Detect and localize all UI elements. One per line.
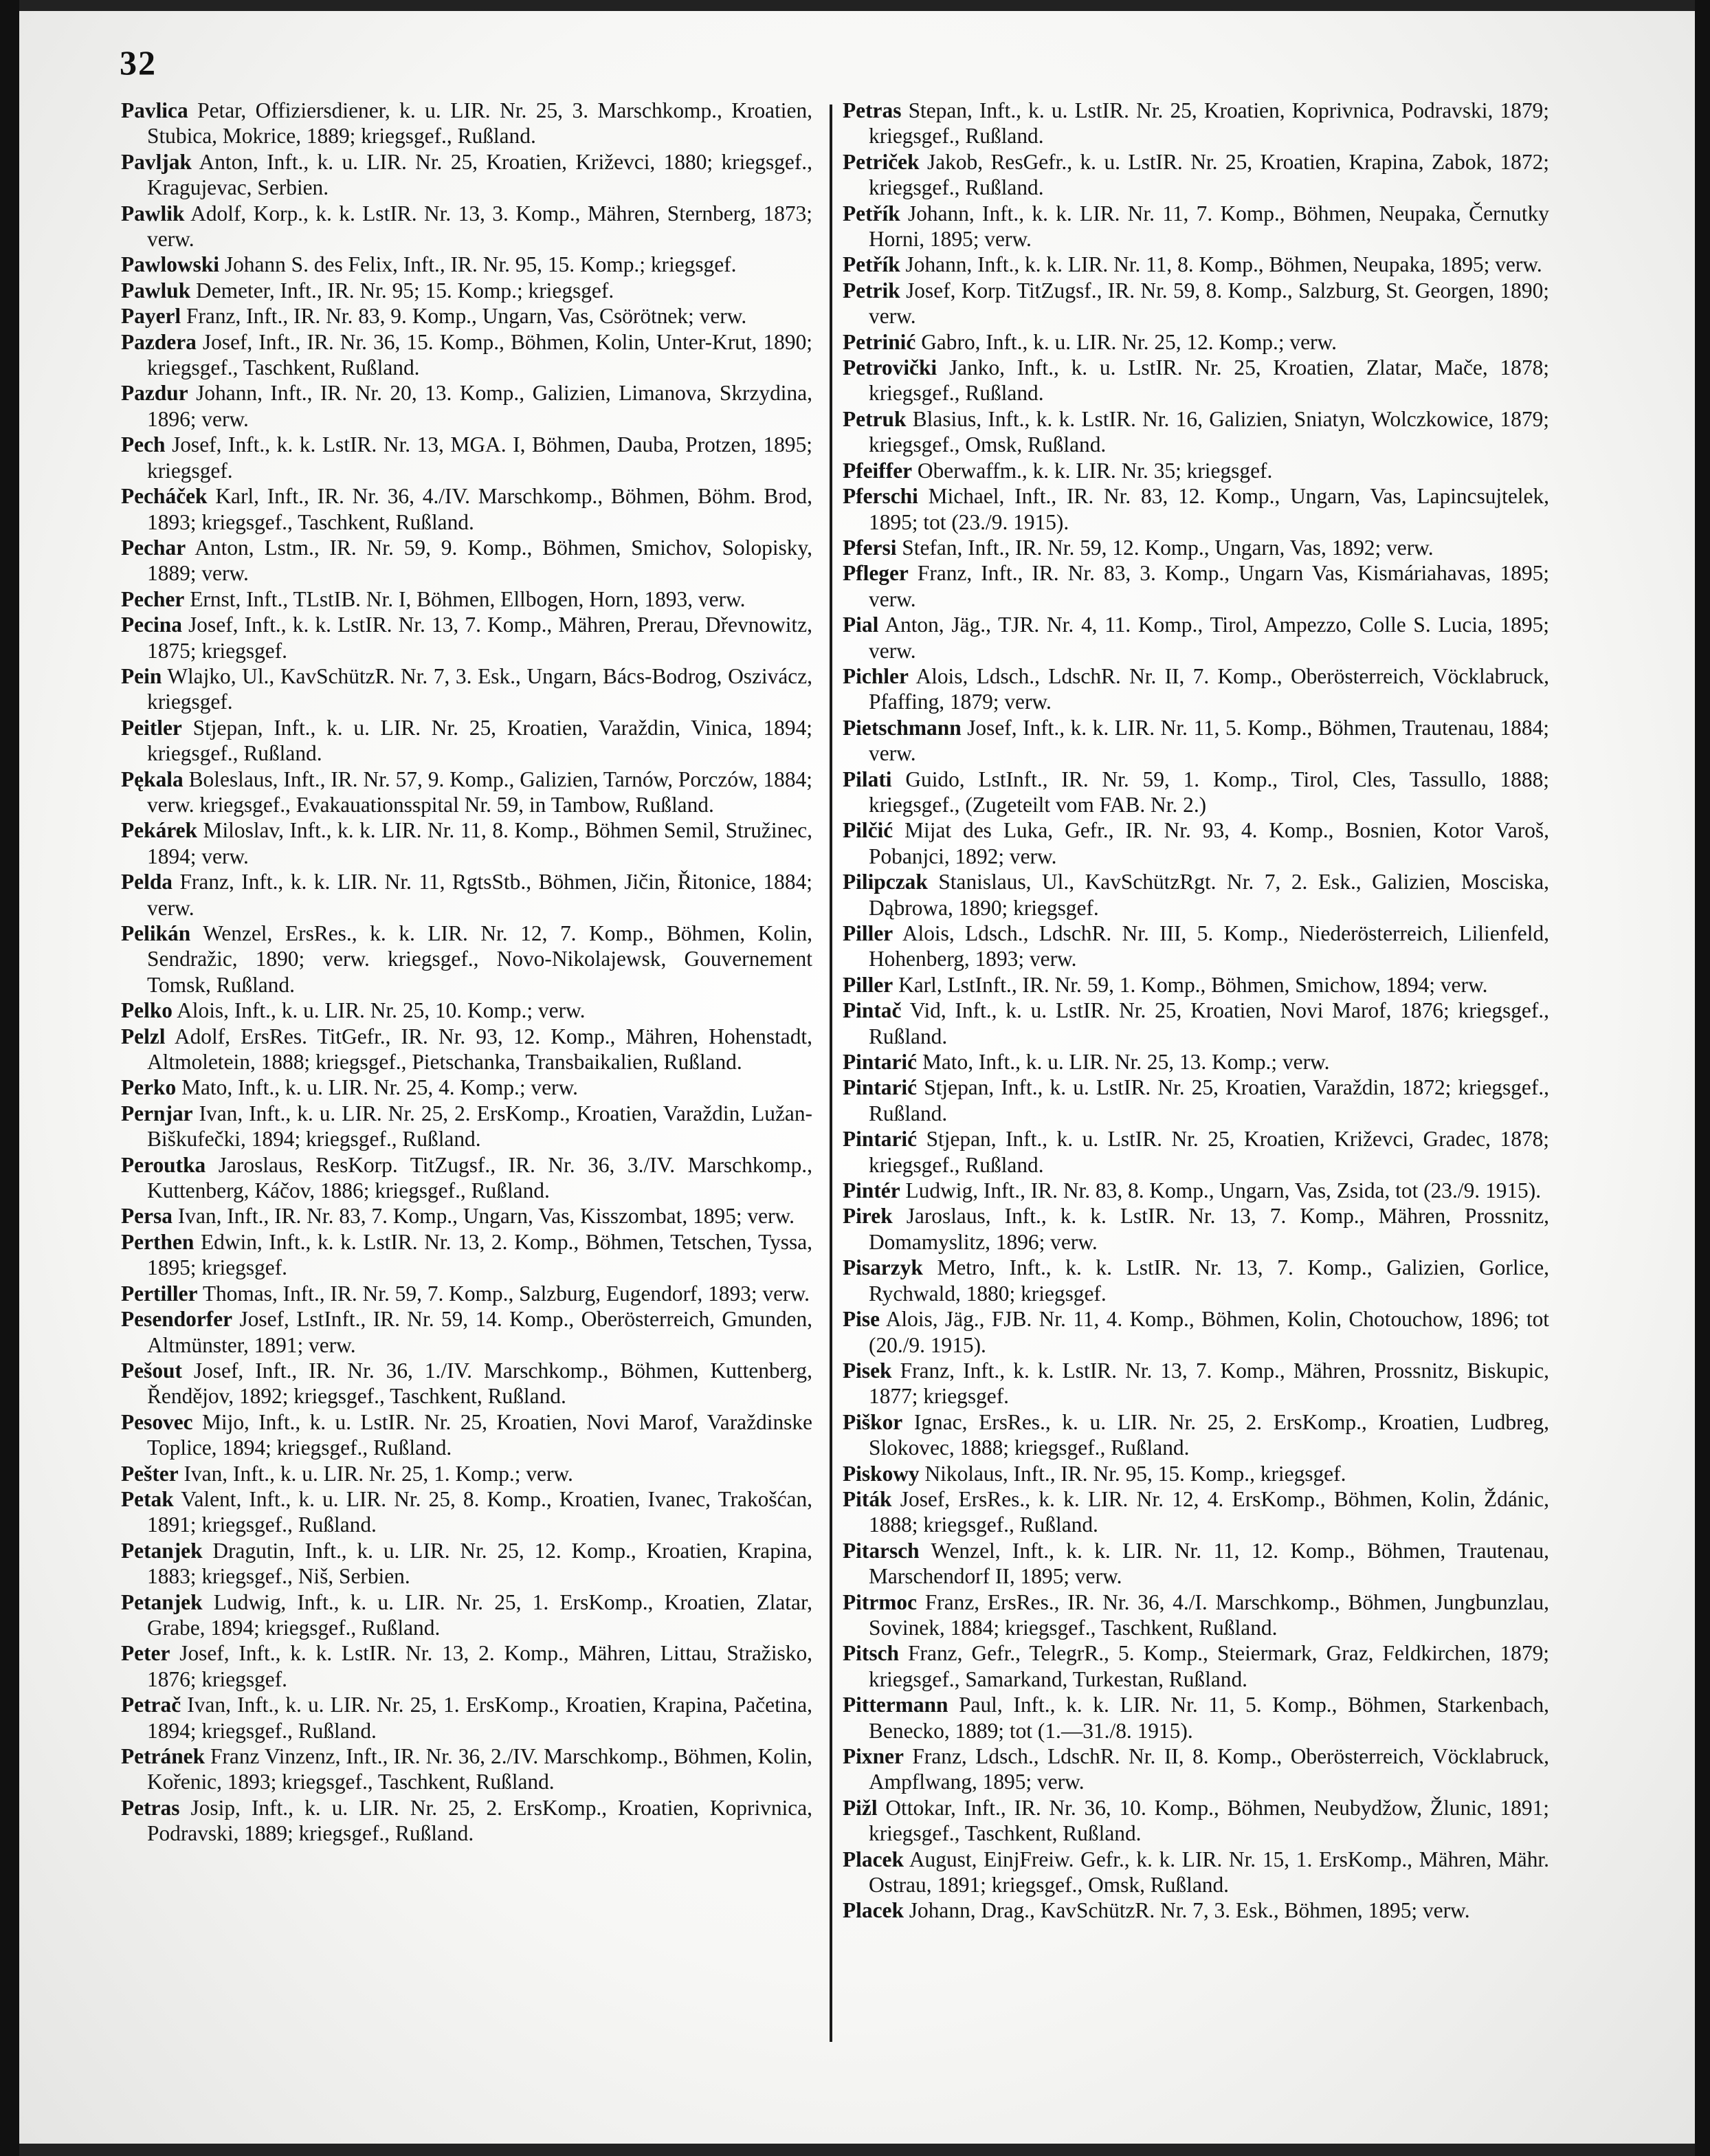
entry-surname: Petrinić [843, 329, 916, 354]
entry-surname: Pintarić [843, 1075, 918, 1100]
entry-surname: Piller [843, 972, 893, 997]
casualty-entry [121, 1538, 812, 1590]
entry-surname: Pazdur [121, 381, 188, 406]
entry-details: Stjepan, Inft., k. u. LstIR. Nr. 25, Kroatien, Varaždin, 1872; kriegsgef., Rußland. [869, 1075, 1549, 1125]
casualty-entry [843, 560, 1549, 612]
entry-surname: Persa [121, 1204, 173, 1229]
casualty-entry [121, 1486, 812, 1538]
casualty-entry [843, 98, 1549, 149]
entry-surname: Piškor [843, 1409, 903, 1434]
entry-surname: Placek [843, 1847, 904, 1871]
entry-surname: Peter [121, 1641, 170, 1666]
entry-surname: Petras [843, 98, 902, 122]
casualty-entry [121, 1281, 812, 1306]
casualty-entry [121, 252, 812, 277]
entry-details: Ignac, ErsRes., k. u. LIR. Nr. 25, 2. ErsKomp., Kroatien, Ludbreg, Slokovec, 1888; kriegsgef., Rußland. [869, 1409, 1549, 1460]
entry-surname: Pintarić [843, 1127, 918, 1152]
casualty-entry [843, 972, 1549, 998]
entry-surname: Pilčić [843, 818, 893, 843]
left-column [121, 98, 812, 2105]
entry-surname: Pelikán [121, 921, 191, 945]
casualty-entry [121, 98, 812, 149]
entry-details: Anton, Lstm., IR. Nr. 59, 9. Komp., Böhmen, Smichov, Solopisky, 1889; verw. [147, 535, 812, 586]
casualty-entry [843, 1358, 1549, 1409]
entry-surname: Pein [121, 663, 162, 688]
entry-details: Mato, Inft., k. u. LIR. Nr. 25, 4. Komp.; verw. [181, 1075, 578, 1100]
casualty-entry [843, 1847, 1549, 1898]
entry-surname: Petruk [843, 406, 907, 431]
entry-details: Thomas, Inft., IR. Nr. 59, 7. Komp., Salzburg, Eugendorf, 1893; verw. [202, 1281, 810, 1306]
entry-surname: Petřík [843, 201, 900, 226]
entry-surname: Petrovički [843, 355, 937, 380]
entry-details: Ivan, Inft., k. u. LIR. Nr. 25, 2. ErsKomp., Kroatien, Varaždin, Lužan-Biškufečki, 1894; kriegsgef., Rußland. [147, 1101, 812, 1152]
entry-surname: Peitler [121, 715, 182, 740]
entry-details: Vid, Inft., k. u. LstIR. Nr. 25, Kroatien, Novi Marof, 1876; kriegsgef., Rußland. [869, 998, 1549, 1048]
entry-surname: Petanjek [121, 1538, 203, 1563]
page-number: 32 [120, 43, 157, 82]
entry-details: Mijo, Inft., k. u. LstIR. Nr. 25, Kroatien, Novi Marof, Varaždinske Toplice, 1894; kriegsgef., Rußland. [147, 1409, 812, 1460]
entry-surname: Perko [121, 1075, 177, 1100]
casualty-entry [843, 1486, 1549, 1538]
casualty-entry [843, 998, 1549, 1049]
casualty-entry [121, 380, 812, 432]
casualty-entry [843, 663, 1549, 715]
casualty-entry [843, 329, 1549, 355]
casualty-entry [843, 1075, 1549, 1126]
entry-surname: Pilipczak [843, 870, 928, 894]
entry-surname: Pietschmann [843, 715, 962, 740]
entry-surname: Petriček [843, 149, 920, 174]
entry-details: Petar, Offiziersdiener, k. u. LIR. Nr. 25, 3. Marschkomp., Kroatien, Stubica, Mokrice, 1889; kriegsgef., Rußland. [147, 98, 812, 148]
casualty-entry [121, 1640, 812, 1692]
entry-details: Ludwig, Inft., k. u. LIR. Nr. 25, 1. ErsKomp., Kroatien, Zlatar, Grabe, 1894; kriegsgef., Rußland. [147, 1590, 812, 1640]
casualty-entry [843, 1409, 1549, 1461]
casualty-entry [121, 1358, 812, 1409]
casualty-entry [121, 1306, 812, 1358]
entry-surname: Pise [843, 1307, 880, 1332]
casualty-entry [121, 663, 812, 715]
casualty-entry [843, 1255, 1549, 1306]
entry-surname: Pfleger [843, 561, 909, 586]
entry-details: Ernst, Inft., TLstIB. Nr. I, Böhmen, Ellbogen, Horn, 1893, verw. [190, 586, 746, 611]
entry-surname: Petanjek [121, 1590, 203, 1614]
casualty-entry [121, 303, 812, 329]
entry-surname: Piskowy [843, 1461, 920, 1486]
entry-surname: Pferschi [843, 484, 918, 509]
entry-surname: Petrik [843, 278, 900, 302]
entry-details: Johann, Inft., k. k. LIR. Nr. 11, 7. Komp., Böhmen, Neupaka, Černutky Horni, 1895; verw. [869, 201, 1549, 252]
entry-details: Franz Vinzenz, Inft., IR. Nr. 36, 2./IV. Marschkomp., Böhmen, Kolin, Kořenic, 1893; kriegsgef., Taschkent, Rußland. [147, 1744, 812, 1794]
entry-details: Mijat des Luka, Gefr., IR. Nr. 93, 4. Komp., Bosnien, Kotor Varoš, Pobanjci, 1892; verw. [869, 818, 1549, 868]
entry-details: Josef, Inft., k. k. LstIR. Nr. 13, 7. Komp., Mähren, Prerau, Dřevnowitz, 1875; kriegsgef. [147, 613, 812, 663]
casualty-entry [121, 1203, 812, 1229]
casualty-entry [121, 329, 812, 381]
casualty-entry [843, 1744, 1549, 1795]
entry-surname: Pelko [121, 998, 173, 1023]
casualty-entry [121, 1744, 812, 1795]
casualty-entry [121, 201, 812, 252]
entry-surname: Pech [121, 432, 166, 457]
casualty-entry [843, 1538, 1549, 1590]
entry-surname: Payerl [121, 304, 181, 329]
scan-edge-top [0, 0, 1710, 11]
casualty-entry [121, 483, 812, 535]
casualty-entry [121, 1409, 812, 1461]
casualty-entry [843, 817, 1549, 869]
entry-details: Franz, Gefr., TelegrR., 5. Komp., Steiermark, Graz, Feldkirchen, 1879; kriegsgef., Samarkand, Turkestan, Rußland. [869, 1641, 1549, 1691]
casualty-entry [843, 1178, 1549, 1203]
casualty-entry [843, 1590, 1549, 1641]
entry-details: Josef, LstInft., IR. Nr. 59, 14. Komp., Oberösterreich, Gmunden, Altmünster, 1891; verw. [147, 1307, 812, 1357]
entry-surname: Piták [843, 1486, 892, 1511]
entry-details: Stepan, Inft., k. u. LstIR. Nr. 25, Kroatien, Koprivnica, Podravski, 1879; kriegsgef., Rußland. [869, 98, 1549, 148]
casualty-entry [121, 869, 812, 921]
entry-surname: Pelzl [121, 1024, 166, 1048]
entry-surname: Pawlowski [121, 252, 220, 277]
casualty-entry [121, 817, 812, 869]
entry-details: Josef, Inft., k. k. LstIR. Nr. 13, 2. Komp., Mähren, Littau, Stražisko, 1876; kriegsgef. [147, 1641, 812, 1691]
entry-details: Wenzel, Inft., k. k. LIR. Nr. 11, 12. Komp., Böhmen, Trautenau, Marschendorf II, 1895; verw. [869, 1538, 1549, 1589]
entry-details: Dragutin, Inft., k. u. LIR. Nr. 25, 12. Komp., Kroatien, Krapina, 1883; kriegsgef., Niš, Serbien. [147, 1538, 812, 1589]
entry-surname: Pešout [121, 1358, 182, 1383]
entry-details: Josef, Korp. TitZugsf., IR. Nr. 59, 8. Komp., Salzburg, St. Georgen, 1890; verw. [869, 278, 1549, 329]
entry-surname: Petras [121, 1795, 180, 1820]
casualty-entry [121, 1024, 812, 1075]
entry-details: Wlajko, Ul., KavSchützR. Nr. 7, 3. Esk., Ungarn, Bács-Bodrog, Oszivácz, kriegsgef. [147, 663, 812, 714]
casualty-entry [843, 1203, 1549, 1255]
entry-surname: Pawluk [121, 278, 191, 302]
entry-details: Paul, Inft., k. k. LIR. Nr. 11, 5. Komp., Böhmen, Starkenbach, Benecko, 1889; tot (1.—31./8. 1915). [869, 1693, 1549, 1743]
entry-surname: Petak [121, 1486, 174, 1511]
casualty-entry [843, 612, 1549, 663]
entry-surname: Pisek [843, 1358, 892, 1383]
entry-details: Johann, Drag., KavSchützR. Nr. 7, 3. Esk., Böhmen, 1895; verw. [909, 1898, 1470, 1923]
casualty-entry [121, 998, 812, 1023]
entry-surname: Pecháček [121, 484, 208, 509]
casualty-entry [843, 1795, 1549, 1847]
entry-surname: Pfeiffer [843, 458, 913, 483]
casualty-entry [121, 535, 812, 586]
entry-surname: Petrač [121, 1693, 181, 1717]
entry-surname: Peroutka [121, 1152, 206, 1177]
entry-details: Josef, Inft., IR. Nr. 36, 15. Komp., Böhmen, Kolin, Unter-Krut, 1890; kriegsgef., Taschkent, Rußland. [147, 329, 812, 380]
entry-details: Jaroslaus, Inft., k. k. LstIR. Nr. 13, 7. Komp., Mähren, Prossnitz, Domamyslitz, 1896; verw. [869, 1204, 1549, 1254]
entry-details: Karl, Inft., IR. Nr. 36, 4./IV. Marschkomp., Böhmen, Böhm. Brod, 1893; kriegsgef., Taschkent, Rußland. [147, 484, 812, 534]
entry-details: Blasius, Inft., k. k. LstIR. Nr. 16, Galizien, Sniatyn, Wolczkowice, 1879; kriegsgef., Omsk, Rußland. [869, 406, 1549, 457]
entry-surname: Petránek [121, 1744, 206, 1768]
entry-surname: Pękala [121, 767, 184, 791]
entry-surname: Pawlik [121, 201, 185, 226]
entry-details: Oberwaffm., k. k. LIR. Nr. 35; kriegsgef. [917, 458, 1273, 483]
casualty-entry [843, 149, 1549, 201]
casualty-entry [843, 921, 1549, 972]
entry-details: Anton, Jäg., TJR. Nr. 4, 11. Komp., Tirol, Ampezzo, Colle S. Lucia, 1895; verw. [869, 613, 1549, 663]
entry-details: Ivan, Inft., IR. Nr. 83, 7. Komp., Ungarn, Vas, Kisszombat, 1895; verw. [177, 1204, 795, 1229]
casualty-entry [121, 149, 812, 201]
entry-surname: Pixner [843, 1744, 904, 1768]
casualty-entry [121, 715, 812, 767]
casualty-entry [121, 1795, 812, 1847]
entry-surname: Pintér [843, 1178, 900, 1203]
casualty-entry [843, 1306, 1549, 1358]
entry-details: Adolf, ErsRes. TitGefr., IR. Nr. 93, 12. Komp., Mähren, Hohenstadt, Altmoletein, 1888; kriegsgef., Pietschanka, Transbaikalien, Rußland. [147, 1024, 812, 1075]
entry-surname: Placek [843, 1898, 904, 1923]
casualty-entry [121, 921, 812, 998]
casualty-entry [843, 406, 1549, 458]
casualty-entry [121, 1229, 812, 1281]
entry-details: Mato, Inft., k. u. LIR. Nr. 25, 13. Komp.; verw. [922, 1050, 1330, 1075]
casualty-entry [843, 201, 1549, 252]
casualty-entry [121, 767, 812, 818]
casualty-entry [121, 1590, 812, 1641]
entry-details: Josef, Inft., k. k. LstIR. Nr. 13, MGA. I, Böhmen, Dauba, Protzen, 1895; kriegsgef. [147, 432, 812, 483]
entry-surname: Pintarić [843, 1050, 918, 1075]
entry-surname: Pernjar [121, 1101, 193, 1125]
casualty-entry [843, 1898, 1549, 1923]
entry-details: Stanislaus, Ul., KavSchützRgt. Nr. 7, 2. Esk., Galizien, Mosciska, Dąbrowa, 1890; kriegsgef. [869, 870, 1549, 920]
entry-details: Stjepan, Inft., k. u. LstIR. Nr. 25, Kroatien, Križevci, Gradec, 1878; kriegsgef., Rußland. [869, 1127, 1549, 1177]
casualty-entry [121, 1152, 812, 1204]
entry-details: Franz, Ldsch., LdschR. Nr. II, 8. Komp., Oberösterreich, Vöcklabruck, Ampflwang, 1895; verw. [869, 1744, 1549, 1794]
entry-details: Johann, Inft., k. k. LIR. Nr. 11, 8. Komp., Böhmen, Neupaka, 1895; verw. [905, 252, 1542, 277]
entry-surname: Pazdera [121, 329, 197, 354]
casualty-entry [843, 1126, 1549, 1178]
column-divider [830, 104, 832, 2042]
entry-details: Johann, Inft., IR. Nr. 20, 13. Komp., Galizien, Limanova, Skrzydina, 1896; verw. [147, 381, 812, 431]
casualty-entry [843, 535, 1549, 560]
entry-details: Michael, Inft., IR. Nr. 83, 12. Komp., Ungarn, Vas, Lapincsujtelek, 1895; tot (23./9. 1915). [869, 484, 1549, 534]
casualty-entry [843, 483, 1549, 535]
casualty-entry [121, 612, 812, 663]
entry-details: Franz, Inft., k. k. LstIR. Nr. 13, 7. Komp., Mähren, Prossnitz, Biskupic, 1877; kriegsgef. [869, 1358, 1549, 1409]
casualty-entry [121, 1075, 812, 1100]
entry-surname: Pechar [121, 535, 186, 560]
entry-details: Alois, Jäg., FJB. Nr. 11, 4. Komp., Böhmen, Kolin, Chotouchow, 1896; tot (20./9. 1915). [869, 1307, 1549, 1357]
entry-details: Josef, Inft., IR. Nr. 36, 1./IV. Marschkomp., Böhmen, Kuttenberg, Řendějov, 1892; kriegsgef., Taschkent, Rußland. [147, 1358, 812, 1409]
casualty-entry [843, 1692, 1549, 1744]
casualty-entry [843, 252, 1549, 277]
entry-details: Guido, LstInft., IR. Nr. 59, 1. Komp., Tirol, Cles, Tassullo, 1888; kriegsgef., (Zugeteilt vom FAB. Nr. 2.) [869, 767, 1549, 817]
entry-surname: Pesendorfer [121, 1307, 233, 1332]
scan-edge-right [1695, 0, 1710, 2156]
entry-details: Alois, Ldsch., LdschR. Nr. II, 7. Komp., Oberösterreich, Vöcklabruck, Pfaffing, 1879; verw. [869, 663, 1549, 714]
right-column [843, 98, 1549, 2105]
entry-details: Miloslav, Inft., k. k. LIR. Nr. 11, 8. Komp., Böhmen Semil, Stružinec, 1894; verw. [147, 818, 812, 868]
casualty-entry [121, 432, 812, 483]
entry-details: Jakob, ResGefr., k. u. LstIR. Nr. 25, Kroatien, Krapina, Zabok, 1872; kriegsgef., Rußland. [869, 149, 1549, 200]
entry-surname: Pižl [843, 1795, 878, 1820]
casualty-entry [121, 1101, 812, 1152]
casualty-entry [843, 715, 1549, 767]
entry-details: Anton, Inft., k. u. LIR. Nr. 25, Kroatien, Križevci, 1880; kriegsgef., Kragujevac, Serbien. [147, 149, 812, 200]
casualty-entry [843, 458, 1549, 483]
entry-surname: Pitsch [843, 1641, 899, 1666]
entry-surname: Pelda [121, 870, 173, 894]
entry-surname: Pavlica [121, 98, 188, 122]
casualty-entry [121, 1692, 812, 1744]
casualty-entry [843, 1461, 1549, 1486]
entry-surname: Pitrmoc [843, 1590, 918, 1614]
entry-surname: Perthen [121, 1229, 195, 1254]
entry-surname: Pilati [843, 767, 892, 791]
entry-surname: Petřík [843, 252, 900, 277]
casualty-entry [843, 869, 1549, 921]
entry-details: Josip, Inft., k. u. LIR. Nr. 25, 2. ErsKomp., Kroatien, Koprivnica, Podravski, 1889; kriegsgef., Rußland. [147, 1795, 812, 1846]
entry-details: Alois, Inft., k. u. LIR. Nr. 25, 10. Komp.; verw. [177, 998, 586, 1023]
entry-details: Josef, Inft., k. k. LIR. Nr. 11, 5. Komp., Böhmen, Trautenau, 1884; verw. [869, 715, 1549, 766]
entry-surname: Pfersi [843, 535, 897, 560]
entry-details: Nikolaus, Inft., IR. Nr. 95, 15. Komp., kriegsgef. [924, 1461, 1346, 1486]
entry-surname: Piller [843, 921, 893, 945]
entry-surname: Pecina [121, 613, 182, 637]
entry-details: Josef, ErsRes., k. k. LIR. Nr. 12, 4. ErsKomp., Böhmen, Kolin, Ždánic, 1888; kriegsgef., Rußland. [869, 1486, 1549, 1537]
entry-details: Jaroslaus, ResKorp. TitZugsf., IR. Nr. 36, 3./IV. Marschkomp., Kuttenberg, Káčov, 1886; kriegsgef., Rußland. [147, 1152, 812, 1203]
entry-details: Valent, Inft., k. u. LIR. Nr. 25, 8. Komp., Kroatien, Ivanec, Trakošćan, 1891; kriegsgef., Rußland. [147, 1486, 812, 1537]
entry-details: Janko, Inft., k. u. LstIR. Nr. 25, Kroatien, Zlatar, Mače, 1878; kriegsgef., Rußland. [869, 355, 1549, 406]
entry-surname: Pesovec [121, 1409, 193, 1434]
entry-details: Karl, LstInft., IR. Nr. 59, 1. Komp., Böhmen, Smichow, 1894; verw. [898, 972, 1488, 997]
entry-surname: Pittermann [843, 1693, 948, 1717]
entry-surname: Pecher [121, 586, 185, 611]
entry-details: Demeter, Inft., IR. Nr. 95; 15. Komp.; kriegsgef. [196, 278, 614, 302]
entry-surname: Pavljak [121, 149, 192, 174]
casualty-entry [121, 586, 812, 612]
entry-details: Johann S. des Felix, Inft., IR. Nr. 95, 15. Komp.; kriegsgef. [224, 252, 737, 277]
entry-details: Franz, ErsRes., IR. Nr. 36, 4./I. Marschkomp., Böhmen, Jungbunzlau, Sovinek, 1884; kriegsgef., Taschkent, Rußland. [869, 1590, 1549, 1640]
casualty-entry [843, 767, 1549, 818]
entry-surname: Pichler [843, 663, 909, 688]
entry-details: Stjepan, Inft., k. u. LIR. Nr. 25, Kroatien, Varaždin, Vinica, 1894; kriegsgef., Rußland. [147, 715, 812, 766]
entry-details: Ivan, Inft., k. u. LIR. Nr. 25, 1. ErsKomp., Kroatien, Krapina, Pačetina, 1894; kriegsgef., Rußland. [147, 1693, 812, 1743]
entry-surname: Pial [843, 613, 879, 637]
entry-surname: Pertiller [121, 1281, 198, 1306]
entry-surname: Pintač [843, 998, 902, 1023]
entry-details: Edwin, Inft., k. k. LstIR. Nr. 13, 2. Komp., Böhmen, Tetschen, Tyssa, 1895; kriegsgef. [147, 1229, 812, 1280]
scan-edge-left [0, 0, 19, 2156]
casualty-entry [843, 1640, 1549, 1692]
entry-surname: Pekárek [121, 818, 198, 843]
casualty-entry [843, 278, 1549, 329]
entry-details: Ludwig, Inft., IR. Nr. 83, 8. Komp., Ungarn, Vas, Zsida, tot (23./9. 1915). [905, 1178, 1542, 1203]
scan-edge-bottom [0, 2144, 1710, 2156]
entry-details: August, EinjFreiw. Gefr., k. k. LIR. Nr. 15, 1. ErsKomp., Mähren, Mähr. Ostrau, 1891; kriegsgef., Omsk, Rußland. [869, 1847, 1549, 1898]
casualty-entry [843, 355, 1549, 406]
entry-details: Franz, Inft., k. k. LIR. Nr. 11, RgtsStb., Böhmen, Jičin, Řitonice, 1884; verw. [147, 870, 812, 920]
entry-surname: Pitarsch [843, 1538, 920, 1563]
entry-details: Boleslaus, Inft., IR. Nr. 57, 9. Komp., Galizien, Tarnów, Porczów, 1884; verw. kriegsgef., Evakauationsspital Nr. 59, in Tambow, Rußland. [147, 767, 812, 817]
entry-details: Alois, Ldsch., LdschR. Nr. III, 5. Komp., Niederösterreich, Lilienfeld, Hohenberg, 1893; verw. [869, 921, 1549, 971]
casualty-entry [121, 1461, 812, 1486]
entry-details: Ivan, Inft., k. u. LIR. Nr. 25, 1. Komp.; verw. [184, 1461, 573, 1486]
entry-surname: Pisarzyk [843, 1255, 923, 1280]
entry-details: Ottokar, Inft., IR. Nr. 36, 10. Komp., Böhmen, Neubydžow, Žlunic, 1891; kriegsgef., Taschkent, Rußland. [869, 1795, 1549, 1846]
entry-details: Gabro, Inft., k. u. LIR. Nr. 25, 12. Komp.; verw. [921, 329, 1337, 354]
entry-details: Franz, Inft., IR. Nr. 83, 3. Komp., Ungarn Vas, Kismáriahavas, 1895; verw. [869, 561, 1549, 611]
casualty-entry [843, 1049, 1549, 1075]
entry-surname: Pirek [843, 1204, 893, 1229]
entry-details: Metro, Inft., k. k. LstIR. Nr. 13, 7. Komp., Galizien, Gorlice, Rychwald, 1880; kriegsgef. [869, 1255, 1549, 1306]
entry-surname: Pešter [121, 1461, 179, 1486]
entry-details: Adolf, Korp., k. k. LstIR. Nr. 13, 3. Komp., Mähren, Sternberg, 1873; verw. [147, 201, 812, 252]
entry-details: Franz, Inft., IR. Nr. 83, 9. Komp., Ungarn, Vas, Csörötnek; verw. [186, 304, 747, 329]
casualty-entry [121, 278, 812, 303]
entry-details: Wenzel, ErsRes., k. k. LIR. Nr. 12, 7. Komp., Böhmen, Kolin, Sendražic, 1890; verw. kriegsgef., Novo-Nikolajewsk, Gouvernement Tomsk, Rußland. [147, 921, 812, 997]
entry-details: Stefan, Inft., IR. Nr. 59, 12. Komp., Ungarn, Vas, 1892; verw. [902, 535, 1434, 560]
